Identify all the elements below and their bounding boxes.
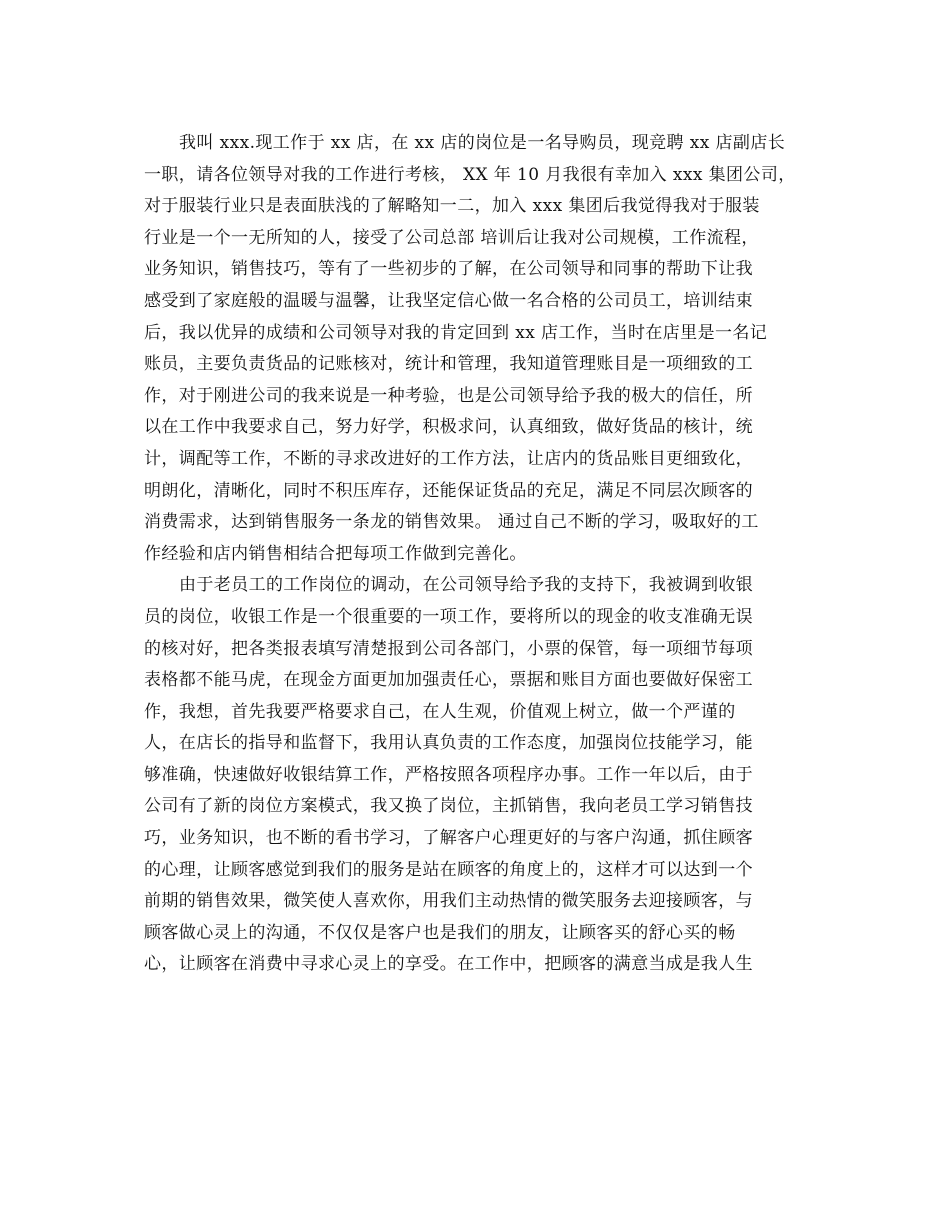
paragraph-1-line-3: 对于服装行业只是表面肤浅的了解略知一二，加入 xxx 集团后我觉得我对于服装	[144, 196, 760, 217]
paragraph-1-line-11: 计，调配等工作，不断的寻求改进好的工作方法，让店内的货品账目更细致化，	[144, 448, 753, 469]
paragraph-2-line-6: 人，在店长的指导和监督下，我用认真负责的工作态度，加强岗位技能学习，能	[144, 733, 753, 754]
paragraph-1-line-8: 账员，主要负责货品的记账核对，统计和管理，我知道管理账目是一项细致的工	[144, 354, 753, 375]
paragraph-2-line-11: 前期的销售效果，微笑使人喜欢你，用我们主动热情的微笑服务去迎接顾客，与	[144, 891, 753, 912]
paragraph-1-line-1: 我叫 xxx.现工作于 xx 店，在 xx 店的岗位是一名导购员，现竞聘 xx 店副店长	[179, 133, 786, 153]
paragraph-1-line-4: 行业是一个一无所知的人，接受了公司总部 培训后让我对公司规模，工作流程，	[144, 227, 759, 248]
paragraph-2-line-12: 顾客做心灵上的沟通，不仅仅是客户也是我们的朋友，让顾客买的舒心买的畅	[144, 922, 736, 943]
paragraph-1-line-10: 以在工作中我要求自己，努力好学，积极求问，认真细致，做好货品的核计，统	[144, 417, 753, 438]
paragraph-2-line-4: 表格都不能马虎，在现金方面更加加强责任心，票据和账目方面也要做好保密工	[144, 670, 753, 691]
paragraph-1-line-6: 感受到了家庭般的温暖与温馨，让我坚定信心做一名合格的公司员工，培训结束	[144, 290, 753, 311]
paragraph-2-line-3: 的核对好，把各类报表填写清楚报到公司各部门，小票的保管，每一项细节每项	[144, 638, 753, 659]
paragraph-1-line-7: 后，我以优异的成绩和公司领导对我的肯定回到 xx 店工作，当时在店里是一名记	[144, 322, 768, 343]
paragraph-1-line-5: 业务知识，销售技巧，等有了一些初步的了解，在公司领导和同事的帮助下让我	[144, 259, 753, 280]
paragraph-2-line-9: 巧，业务知识，也不断的看书学习，了解客户心理更好的与客户沟通，抓住顾客	[144, 828, 753, 849]
paragraph-1-line-9: 作，对于刚进公司的我来说是一种考验，也是公司领导给予我的极大的信任，所	[144, 385, 753, 406]
document-body	[144, 128, 824, 981]
paragraph-2-line-7: 够准确，快速做好收银结算工作，严格按照各项程序办事。工作一年以后，由于	[144, 764, 753, 785]
paragraph-2-line-2: 员的岗位，收银工作是一个很重要的一项工作，要将所以的现金的收支准确无误	[144, 606, 753, 627]
paragraph-1-line-13: 消费需求，达到销售服务一条龙的销售效果。 通过自己不断的学习，吸取好的工	[144, 512, 759, 533]
paragraph-2-line-1: 由于老员工的工作岗位的调动，在公司领导给予我的支持下，我被调到收银	[179, 575, 754, 596]
paragraph-1-line-2: 一职，请各位领导对我的工作进行考核， XX 年 10 月我很有幸加入 xxx 集团公司，	[144, 164, 796, 185]
paragraph-1-line-12: 明朗化，清晰化，同时不积压库存，还能保证货品的充足，满足不同层次顾客的	[144, 480, 753, 501]
paragraph-1-line-14: 作经验和店内销售相结合把每项工作做到完善化。	[144, 543, 527, 564]
paragraph-2-line-13: 心，让顾客在消费中寻求心灵上的享受。在工作中，把顾客的满意当成是我人生	[144, 954, 753, 975]
paragraph-2-line-8: 公司有了新的岗位方案模式，我又换了岗位，主抓销售，我向老员工学习销售技	[144, 796, 753, 817]
paragraph-2-line-5: 作，我想，首先我要严格要求自己，在人生观，价值观上树立，做一个严谨的	[144, 701, 736, 722]
paragraph-2-line-10: 的心理，让顾客感觉到我们的服务是站在顾客的角度上的，这样才可以达到一个	[144, 859, 753, 880]
